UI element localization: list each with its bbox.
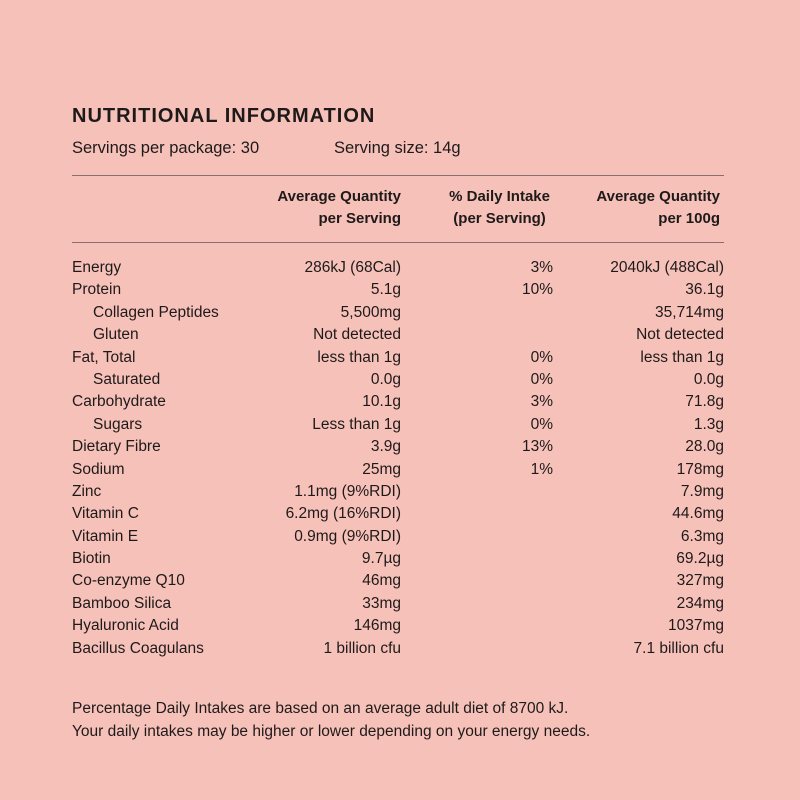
table-row xyxy=(72,503,724,525)
table-row xyxy=(72,369,724,391)
table-row xyxy=(72,302,724,324)
per-100g-value: 28.0g xyxy=(685,438,724,456)
nutrient-name: Bacillus Coagulans xyxy=(72,639,204,657)
per-serving-value: 5.1g xyxy=(370,281,401,299)
per-serving-value: 0.0g xyxy=(370,370,401,388)
servings-per-package: Servings per package: 30 xyxy=(72,139,260,157)
nutrient-name: Carbohydrate xyxy=(72,393,166,411)
header-daily-intake: % Daily Intake (per Serving) xyxy=(449,188,550,227)
page-title: NUTRITIONAL INFORMATION xyxy=(72,105,376,127)
daily-intake-value: 1% xyxy=(530,460,553,478)
per-100g-value: 0.0g xyxy=(693,370,724,388)
per-100g-value: 36.1g xyxy=(685,281,724,299)
table-row xyxy=(72,391,724,413)
table-row xyxy=(72,593,724,615)
table-row xyxy=(72,638,724,660)
table-row xyxy=(72,324,724,346)
nutrient-name: Sugars xyxy=(93,415,143,433)
daily-intake-value: 0% xyxy=(530,370,553,388)
nutrient-name: Bamboo Silica xyxy=(72,594,172,612)
per-serving-value: less than 1g xyxy=(317,348,401,366)
nutrient-name: Saturated xyxy=(93,370,161,388)
per-100g-value: 1.3g xyxy=(693,415,724,433)
table-row xyxy=(72,257,724,279)
serving-size: Serving size: 14g xyxy=(334,139,461,157)
nutrient-name: Zinc xyxy=(72,482,102,500)
nutrient-name: Gluten xyxy=(93,326,139,344)
nutrient-name: Protein xyxy=(72,281,122,299)
nutrient-name: Vitamin E xyxy=(72,527,139,545)
nutrition-rows xyxy=(72,257,724,660)
per-100g-value: 1037mg xyxy=(667,617,724,635)
nutrient-name: Biotin xyxy=(72,550,111,568)
nutrient-name: Dietary Fibre xyxy=(72,438,161,456)
per-serving-value: 46mg xyxy=(362,572,401,590)
per-serving-value: 10.1g xyxy=(362,393,401,411)
header-per-100g: Average Quantity per 100g xyxy=(596,188,720,227)
daily-intake-value: 3% xyxy=(530,259,553,276)
nutrient-name: Energy xyxy=(72,259,122,276)
per-100g-value: 7.1 billion cfu xyxy=(633,639,724,657)
per-100g-value: 69.2µg xyxy=(676,550,724,568)
footnote xyxy=(72,697,724,743)
per-serving-value: 6.2mg (16%RDI) xyxy=(285,505,401,523)
table-row xyxy=(72,414,724,436)
servings-line xyxy=(72,136,724,160)
per-serving-value: 1.1mg (9%RDI) xyxy=(294,482,401,500)
per-100g-value: Not detected xyxy=(636,326,724,344)
daily-intake-value: 3% xyxy=(530,393,553,411)
daily-intake-value: 0% xyxy=(530,415,553,433)
per-100g-value: 7.9mg xyxy=(680,482,724,500)
daily-intake-value: 10% xyxy=(521,281,553,299)
per-serving-value: 1 billion cfu xyxy=(323,639,401,657)
table-row xyxy=(72,570,724,592)
footnote-line-1: Percentage Daily Intakes are based on an average adult diet of 8700 kJ. xyxy=(72,700,569,718)
daily-intake-value: 0% xyxy=(530,348,553,366)
per-100g-value: 71.8g xyxy=(685,393,724,411)
per-100g-value: 178mg xyxy=(676,460,724,478)
table-row xyxy=(72,526,724,548)
per-serving-value: 146mg xyxy=(353,617,401,635)
per-100g-value: 35,714mg xyxy=(655,303,724,321)
table-row xyxy=(72,459,724,481)
per-serving-value: 9.7µg xyxy=(361,550,401,568)
table-row xyxy=(72,279,724,301)
table-row xyxy=(72,436,724,458)
per-serving-value: 286kJ (68Cal) xyxy=(304,259,401,276)
daily-intake-value: 13% xyxy=(521,438,553,456)
per-100g-value: 327mg xyxy=(676,572,724,590)
per-100g-value: 44.6mg xyxy=(672,505,724,523)
nutrient-name: Hyaluronic Acid xyxy=(72,617,179,635)
nutrient-name: Fat, Total xyxy=(72,348,136,366)
header-divider xyxy=(72,242,724,243)
table-row xyxy=(72,548,724,570)
table-header xyxy=(72,176,724,242)
nutrient-name: Co-enzyme Q10 xyxy=(72,572,185,590)
table-row xyxy=(72,481,724,503)
footnote-line-2: Your daily intakes may be higher or lower depending on your energy needs. xyxy=(72,723,591,741)
nutrient-name: Collagen Peptides xyxy=(93,303,219,321)
per-serving-value: 0.9mg (9%RDI) xyxy=(294,527,401,545)
per-serving-value: 3.9g xyxy=(370,438,401,456)
per-serving-value: Not detected xyxy=(313,326,401,344)
per-serving-value: 5,500mg xyxy=(340,303,401,321)
table-row xyxy=(72,615,724,637)
header-per-serving: Average Quantity per Serving xyxy=(277,188,401,227)
per-100g-value: 234mg xyxy=(676,594,724,612)
nutrient-name: Sodium xyxy=(72,460,125,478)
per-100g-value: less than 1g xyxy=(640,348,724,366)
per-100g-value: 6.3mg xyxy=(680,527,724,545)
nutrition-panel xyxy=(72,103,724,743)
nutrient-name: Vitamin C xyxy=(72,505,139,523)
per-serving-value: 25mg xyxy=(362,460,401,478)
per-serving-value: Less than 1g xyxy=(312,415,401,433)
per-serving-value: 33mg xyxy=(362,594,401,612)
table-row xyxy=(72,347,724,369)
per-100g-value: 2040kJ (488Cal) xyxy=(610,259,724,276)
